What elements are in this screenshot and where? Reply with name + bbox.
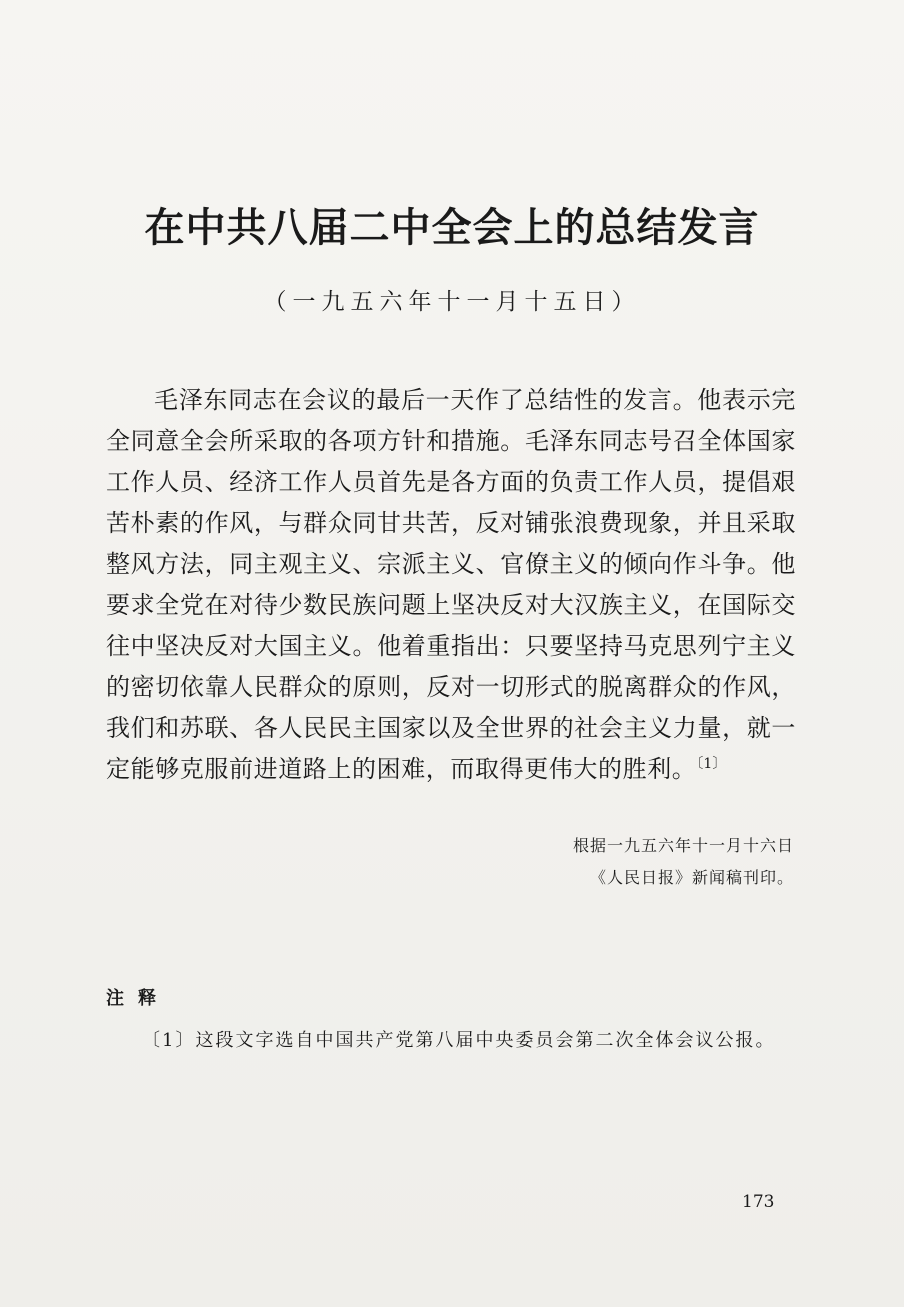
footnote-reference: 〔1〕 xyxy=(696,756,727,772)
page-number: 173 xyxy=(742,1192,775,1212)
body-text: 毛泽东同志在会议的最后一天作了总结性的发言。他表示完全同意全会所采取的各项方针和措施。毛泽东同志号召全体国家工作人员、经济工作人员首先是各方面的负责工作人员，提倡艰苦朴素的作风，与群众同甘共苦，反对铺张浪费现象，并且采取整风方法，同主观主义、宗派主义、官僚主义的倾向作斗争。他要求全党在对待少数民族问题上坚决反对大汉族主义，在国际交往中坚决反对大国主义。他着重指出：只要坚持马克思列宁主义的密切依靠人民群众的原则，反对一切形式的脱离群众的作风，我们和苏联、各人民民主国家以及全世界的社会主义力量，就一定能够克服前进道路上的困难，而取得更伟大的胜利。 xyxy=(106,386,796,783)
article-title: 在中共八届二中全会上的总结发言 xyxy=(144,205,760,251)
source-line-1: 根据一九五六年十一月十六日 xyxy=(572,836,794,855)
notes-heading: 注释 xyxy=(106,988,170,1009)
body-paragraph xyxy=(106,380,796,790)
source-line-2: 《人民日报》新闻稿刊印。 xyxy=(589,868,794,887)
article-date: （一九五六年十一月十五日） xyxy=(263,289,641,315)
source-note xyxy=(573,830,794,894)
footnote-1: 〔1〕这段文字选自中国共产党第八届中央委员会第二次全体会议公报。 xyxy=(142,1030,776,1051)
